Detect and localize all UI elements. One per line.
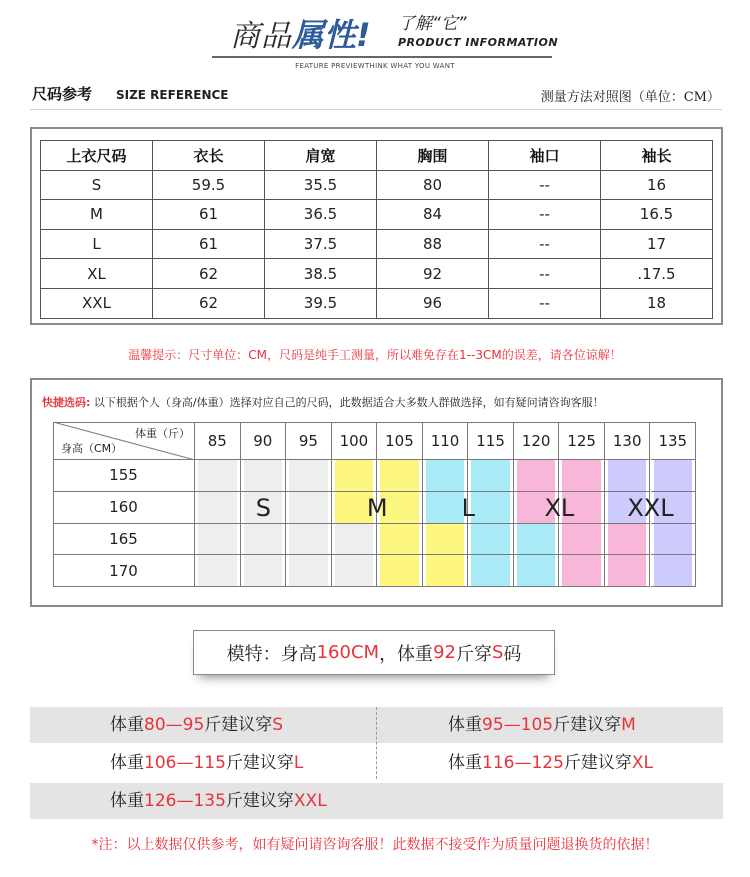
weight-header: 85 [195,422,241,460]
size-zone-fill [654,555,693,586]
size-zone-cell [332,524,378,556]
rec-size: S [272,715,284,735]
size-zone-fill [426,555,465,586]
size-zone-fill [198,524,237,555]
model-info-box [193,630,555,675]
rec-mid: 斤建议穿 [225,791,294,811]
size-table-cell: 62 [153,259,265,289]
model-size: S [491,642,504,663]
size-zone-fill [335,524,374,555]
size-zone-fill [654,524,693,555]
size-table-cell: 37.5 [265,229,377,259]
model-text: ，体重 [379,643,434,665]
height-label: 155 [53,460,195,492]
recommendation-item [110,745,303,781]
weight-header: 95 [286,422,332,460]
size-table-header: 肩宽 [265,141,377,171]
size-table-cell: S [41,170,153,200]
size-zone-fill [244,524,283,555]
banner-divider [212,56,552,58]
rec-range: 106—115 [144,753,226,773]
size-table-header: 袖口 [489,141,601,171]
size-zone-cell [605,555,651,587]
size-zone-fill [608,524,647,555]
size-table-header: 胸围 [377,141,489,171]
size-zone-label: XL [544,493,575,522]
size-table-header: 衣长 [153,141,265,171]
size-zone-label: S [255,493,271,522]
size-zone-fill [244,555,283,586]
size-zone-label: M [366,493,388,522]
size-zone-fill [426,460,465,491]
model-text: 斤穿 [455,643,492,665]
banner-subtitle [398,9,558,49]
size-table-cell: 17 [601,229,713,259]
recommendation-row [30,783,723,819]
banner-tagline: FEATURE PREVIEWTHINK WHAT YOU WANT [295,62,455,70]
size-zone-cell [286,460,332,492]
weight-header: 105 [377,422,423,460]
rec-range: 80—95 [144,715,205,735]
quick-select-intro [42,394,604,410]
size-zone-cell [468,555,514,587]
size-table-cell: 18 [601,288,713,318]
rec-size: XL [631,753,654,773]
weight-header: 90 [241,422,287,460]
size-zone-cell [651,555,697,587]
size-zone-cell [514,524,560,556]
weight-header: 110 [423,422,469,460]
size-zone-cell [195,524,241,556]
size-table-row [41,259,713,289]
size-zone-fill [426,524,465,555]
model-text: 码 [503,643,522,665]
size-zone-cell [377,524,423,556]
rec-mid: 斤建议穿 [225,753,294,773]
size-zone-cell [559,460,605,492]
size-zone-cell [423,555,469,587]
banner-title [230,10,371,56]
size-reference-title-cn: 尺码参考 [32,85,93,103]
size-reference-header [30,80,722,110]
model-height: 160CM [316,642,380,663]
rec-size: XXL [293,791,327,811]
banner-title-light: 商品 [230,19,292,54]
size-zone-fill [471,524,510,555]
banner-subtitle-en: PRODUCT INFORMATION [398,36,559,49]
size-zone-cell [377,555,423,587]
size-table-cell: 36.5 [265,200,377,230]
size-zone-fill [244,460,283,491]
size-zone-cell [468,460,514,492]
size-table-cell: 35.5 [265,170,377,200]
size-reference-title-en: SIZE REFERENCE [116,88,229,102]
recommendation-item [448,745,653,781]
size-zone-fill [654,460,693,491]
size-zone-fill [608,555,647,586]
weight-header: 135 [651,422,697,460]
size-table-row [41,200,713,230]
size-chart-grid [53,422,696,587]
size-table-cell: XXL [41,288,153,318]
size-zone-cell [468,524,514,556]
size-zone-fill [289,555,328,586]
size-zone-cell [195,460,241,492]
height-label: 160 [53,492,195,524]
size-zone-cell [423,460,469,492]
size-zone-fill [608,460,647,491]
rec-mid: 斤建议穿 [563,753,632,773]
quick-select-label: 快捷选码: [42,396,91,409]
height-label: 165 [53,524,195,556]
size-zone-fill [517,460,556,491]
grid-corner [53,422,195,460]
rec-size: L [293,753,304,773]
size-zone-fill [335,555,374,586]
quick-select-text: 以下根据个人（身高/体重）选择对应自己的尺码，此数据适合大多数人群做选择，如有疑问请咨询客服！ [93,396,604,409]
corner-height-label: 身高（CM） [61,442,123,455]
size-zone-fill [517,555,556,586]
size-zone-cell [286,555,332,587]
warm-tip: 温馨提示：尺寸单位：CM，尺码是纯手工测量，所以难免存在1--3CM的误差，请各位谅解！ [128,348,622,362]
weight-header: 130 [605,422,651,460]
size-zone-label: XXL [627,493,674,522]
size-table-header: 上衣尺码 [41,141,153,171]
banner-subtitle-cn: 了解“它” [398,14,467,34]
size-zone-fill [562,524,601,555]
size-zone-cell [377,460,423,492]
size-zone-fill [289,524,328,555]
size-zone-fill [471,555,510,586]
size-table-cell: 96 [377,288,489,318]
weight-header: 115 [468,422,514,460]
rec-prefix: 体重 [110,715,144,735]
size-table-cell: -- [489,200,601,230]
model-weight: 92 [433,642,456,663]
size-zone-fill [562,555,601,586]
size-table-box [30,127,723,325]
recommendation-item [448,707,636,743]
footnote: *注：以上数据仅供参考，如有疑问请咨询客服！此数据不接受作为质量问题退换货的依据！ [91,837,659,853]
rec-size: M [621,715,636,735]
size-zone-cell [651,524,697,556]
recommendation-item [110,707,283,743]
measure-method-label: 测量方法对照图（单位：CM） [540,90,720,105]
weight-header: 100 [332,422,378,460]
size-zone-label: L [461,493,475,522]
size-zone-cell [332,460,378,492]
size-zone-cell [605,524,651,556]
size-zone-fill [289,460,328,491]
size-table-cell: 61 [153,200,265,230]
size-zone-cell [559,555,605,587]
rec-range: 126—135 [144,791,226,811]
size-zone-fill [380,555,419,586]
size-table [40,140,713,319]
size-table-cell: -- [489,229,601,259]
size-zone-fill [380,460,419,491]
size-zone-cell [332,555,378,587]
weight-header: 120 [514,422,560,460]
size-table-cell: 84 [377,200,489,230]
rec-prefix: 体重 [110,791,144,811]
header-banner [0,0,750,80]
size-table-cell: -- [489,170,601,200]
size-table-row [41,288,713,318]
size-table-cell: .17.5 [601,259,713,289]
rec-prefix: 体重 [110,753,144,773]
size-table-cell: 16.5 [601,200,713,230]
size-table-cell: -- [489,259,601,289]
size-zone-cell [241,460,287,492]
rec-prefix: 体重 [448,753,482,773]
size-zone-fill [198,555,237,586]
size-zone-cell [514,460,560,492]
weight-header: 125 [559,422,605,460]
size-table-cell: L [41,229,153,259]
size-zone-cell [423,524,469,556]
size-table-cell: 61 [153,229,265,259]
rec-range: 116—125 [482,753,564,773]
size-zone-cell [241,524,287,556]
size-zone-cell [605,460,651,492]
size-table-cell: 38.5 [265,259,377,289]
size-zone-cell [559,524,605,556]
size-table-cell: XL [41,259,153,289]
size-table-cell: 88 [377,229,489,259]
size-table-cell: 80 [377,170,489,200]
size-zone-fill [198,460,237,491]
size-table-cell: 62 [153,288,265,318]
size-zone-fill [562,460,601,491]
banner-title-bold: 属性! [292,16,371,54]
size-table-row [41,229,713,259]
size-table-cell: 16 [601,170,713,200]
recommendation-item [110,783,327,819]
size-table-cell: -- [489,288,601,318]
size-zone-cell [195,555,241,587]
size-table-header-row [41,141,713,171]
size-table-cell: 92 [377,259,489,289]
recommendation-list [30,707,723,817]
rec-range: 95—105 [482,715,554,735]
size-zone-fill [335,460,374,491]
size-zone-cell [514,555,560,587]
corner-weight-label: 体重（斤） [135,427,190,440]
size-zone-fill [517,524,556,555]
size-table-header: 袖长 [601,141,713,171]
model-text: 模特：身高 [226,643,317,665]
size-zone-cell [241,555,287,587]
rec-mid: 斤建议穿 [553,715,622,735]
height-label: 170 [53,555,195,587]
size-zone-fill [471,460,510,491]
size-zone-cell [286,524,332,556]
recommendation-separator [376,707,377,779]
size-zone-cell [651,460,697,492]
size-table-cell: 39.5 [265,288,377,318]
size-zone-fill [380,524,419,555]
size-table-row [41,170,713,200]
rec-mid: 斤建议穿 [204,715,273,735]
size-table-cell: M [41,200,153,230]
rec-prefix: 体重 [448,715,482,735]
size-table-cell: 59.5 [153,170,265,200]
